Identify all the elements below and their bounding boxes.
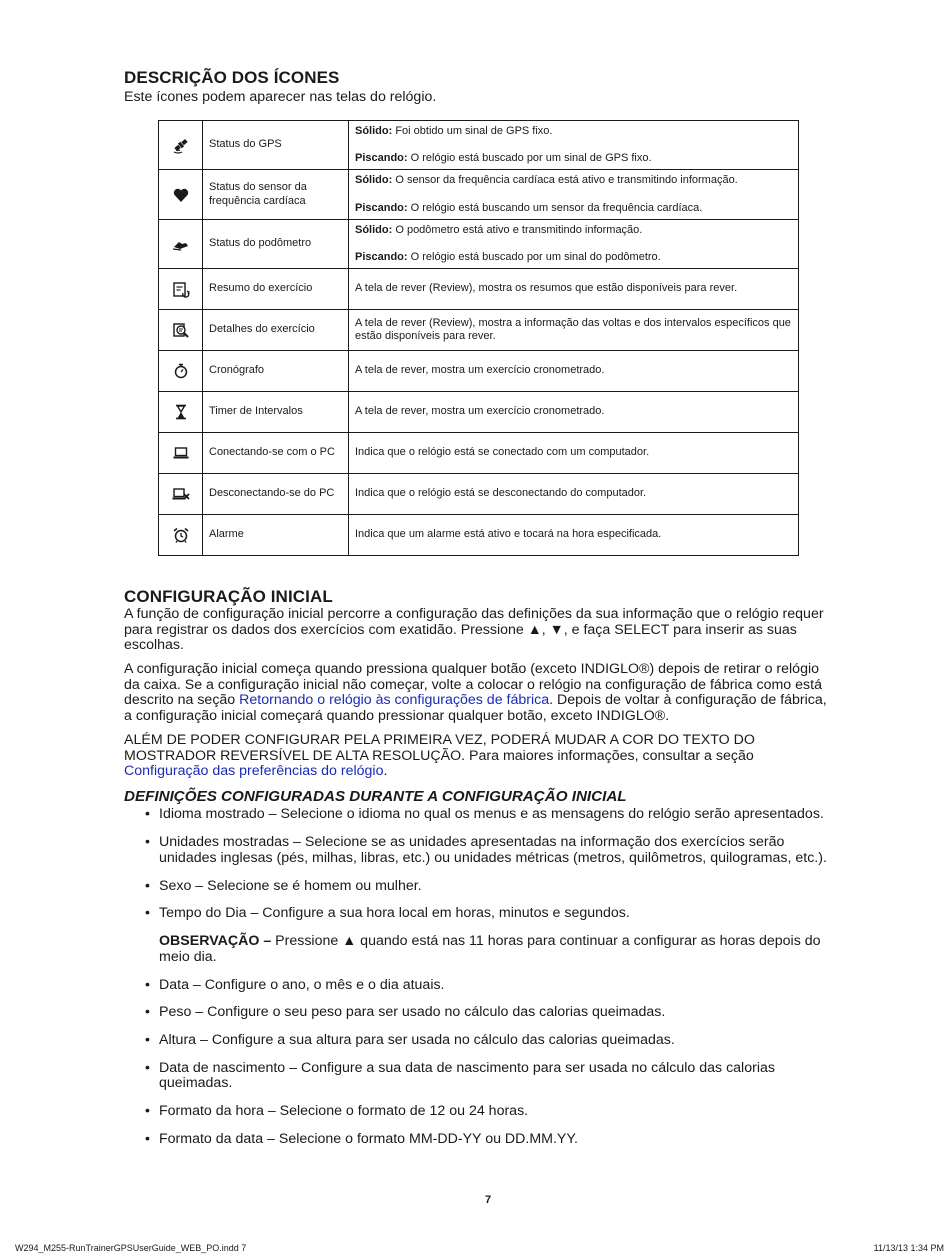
table-row xyxy=(159,474,799,515)
page-number: 7 xyxy=(484,1194,492,1206)
icon-name: Alarme xyxy=(203,515,349,556)
list-item: • Formato da data – Selecione o formato MM-DD-YY ou DD.MM.YY. xyxy=(159,1132,829,1148)
icon-name: Detalhes do exercício xyxy=(203,310,349,351)
workout-summary-icon xyxy=(171,279,191,299)
settings-list xyxy=(124,807,829,1147)
list-item: • Tempo do Dia – Configure a sua hora local em horas, minutos e segundos. xyxy=(159,906,829,922)
icons-table xyxy=(158,120,799,556)
table-row xyxy=(159,121,799,170)
icon-description: Sólido: Foi obtido um sinal de GPS fixo. Piscando: O relógio está buscado por um sinal de GPS fixo. xyxy=(349,121,799,170)
table-row xyxy=(159,515,799,556)
icon-description: Indica que o relógio está se conectado com um computador. xyxy=(349,433,799,474)
hourglass-icon xyxy=(171,402,191,422)
workout-details-icon xyxy=(171,320,191,340)
print-slug-timestamp: 11/13/13 1:34 PM xyxy=(873,1243,944,1253)
heart-icon xyxy=(171,185,191,205)
print-slug-filename: W294_M255-RunTrainerGPSUserGuide_WEB_PO.indd 7 xyxy=(15,1243,247,1253)
table-row xyxy=(159,170,799,220)
list-item: • Idioma mostrado – Selecione o idioma no qual os menus e as mensagens do relógio serão apresentados. xyxy=(159,807,829,823)
icon-description: Sólido: O podômetro está ativo e transmitindo informação. Piscando: O relógio está buscado por um sinal do podômetro. xyxy=(349,220,799,269)
list-item: • Sexo – Selecione se é homem ou mulher. xyxy=(159,879,829,895)
icon-name: Timer de Intervalos xyxy=(203,392,349,433)
watch-preferences-link[interactable]: Configuração das preferências do relógio xyxy=(124,763,384,780)
setup-paragraph-3: ALÉM DE PODER CONFIGURAR PELA PRIMEIRA VEZ, PODERÁ MUDAR A COR DO TEXTO DO MOSTRADOR REVERSÍVEL DE ALTA RESOLUÇÃO. Para maiores informações, consultar a seção Configuração das preferências do relógio. xyxy=(124,732,755,780)
list-item: • Peso – Configure o seu peso para ser usado no cálculo das calorias queimadas. xyxy=(159,1005,829,1021)
table-row xyxy=(159,351,799,392)
icon-name: Cronógrafo xyxy=(203,351,349,392)
icon-name: Status do podômetro xyxy=(203,220,349,269)
setup-subsection-title: DEFINIÇÕES CONFIGURADAS DURANTE A CONFIGURAÇÃO INICIAL xyxy=(124,788,627,806)
icon-description: Indica que o relógio está se desconectando do computador. xyxy=(349,474,799,515)
setup-section xyxy=(124,587,829,1160)
icon-description: A tela de rever (Review), mostra os resumos que estão disponíveis para rever. xyxy=(349,269,799,310)
icon-description: A tela de rever, mostra um exercício cronometrado. xyxy=(349,392,799,433)
note: OBSERVAÇÃO – Pressione ▲ quando está nas 11 horas para continuar a configurar as horas depois do meio dia. xyxy=(159,933,821,965)
list-item: • Formato da hora – Selecione o formato de 12 ou 24 horas. xyxy=(159,1104,829,1120)
alarm-clock-icon xyxy=(171,525,191,545)
icons-section-title: DESCRIÇÃO DOS ÍCONES xyxy=(124,68,340,87)
table-row xyxy=(159,433,799,474)
setup-paragraph-2: A configuração inicial começa quando pressiona qualquer botão (exceto INDIGLO®) depois de retirar o relógio da caixa. Se a configuração inicial não começar, volte a colocar o relógio na configuração de fábrica como está descrito na seção Retornando o relógio às configurações de fábrica. Depois de voltar à configuração de fábrica, a configuração inicial começará quando pressionar qualquer botão, exceto INDIGLO®. xyxy=(124,661,827,725)
icon-name: Conectando-se com o PC xyxy=(203,433,349,474)
laptop-disconnect-icon xyxy=(171,484,191,504)
gps-satellite-icon xyxy=(171,135,191,155)
icon-name: Status do sensor da frequência cardíaca xyxy=(203,170,349,220)
table-row xyxy=(159,269,799,310)
table-row xyxy=(159,392,799,433)
list-item: • Data – Configure o ano, o mês e o dia atuais. xyxy=(159,978,829,994)
factory-reset-link[interactable]: Retornando o relógio às configurações de fábrica xyxy=(239,692,550,709)
list-item: • Altura – Configure a sua altura para ser usada no cálculo das calorias queimadas. xyxy=(159,1033,829,1049)
laptop-icon xyxy=(171,443,191,463)
icon-description: A tela de rever, mostra um exercício cronometrado. xyxy=(349,351,799,392)
table-row xyxy=(159,220,799,269)
icon-description: A tela de rever (Review), mostra a informação das voltas e dos intervalos específicos que estão disponíveis para rever. xyxy=(349,310,799,351)
stopwatch-icon xyxy=(171,361,191,381)
shoe-icon xyxy=(171,234,191,254)
setup-paragraph-1: A função de configuração inicial percorre a configuração das definições da sua informação que o relógio requer para registrar os dados dos exercícios com exatidão. Pressione ▲, ▼, e faça SELECT para inserir as suas escolhas. xyxy=(124,606,824,654)
page-content xyxy=(124,68,827,1148)
table-row xyxy=(159,310,799,351)
icon-name: Status do GPS xyxy=(203,121,349,170)
icon-description: Sólido: O sensor da frequência cardíaca está ativo e transmitindo informação. Piscando: O relógio está buscando um sensor da frequência cardíaca. xyxy=(349,170,799,220)
list-item: • Data de nascimento – Configure a sua data de nascimento para ser usada no cálculo das calorias queimadas. xyxy=(159,1061,829,1092)
icons-section-intro: Este ícones podem aparecer nas telas do relógio. xyxy=(124,89,437,105)
setup-section-title: CONFIGURAÇÃO INICIAL xyxy=(124,587,333,606)
icon-name: Desconectando-se do PC xyxy=(203,474,349,515)
list-item: • Unidades mostradas – Selecione se as unidades apresentadas na informação dos exercícios serão unidades inglesas (pés, milhas, libras, etc.) ou unidades métricas (metros, quilômetros, quilogramas, etc.). xyxy=(159,835,829,866)
icon-description: Indica que um alarme está ativo e tocará na hora especificada. xyxy=(349,515,799,556)
icon-name: Resumo do exercício xyxy=(203,269,349,310)
